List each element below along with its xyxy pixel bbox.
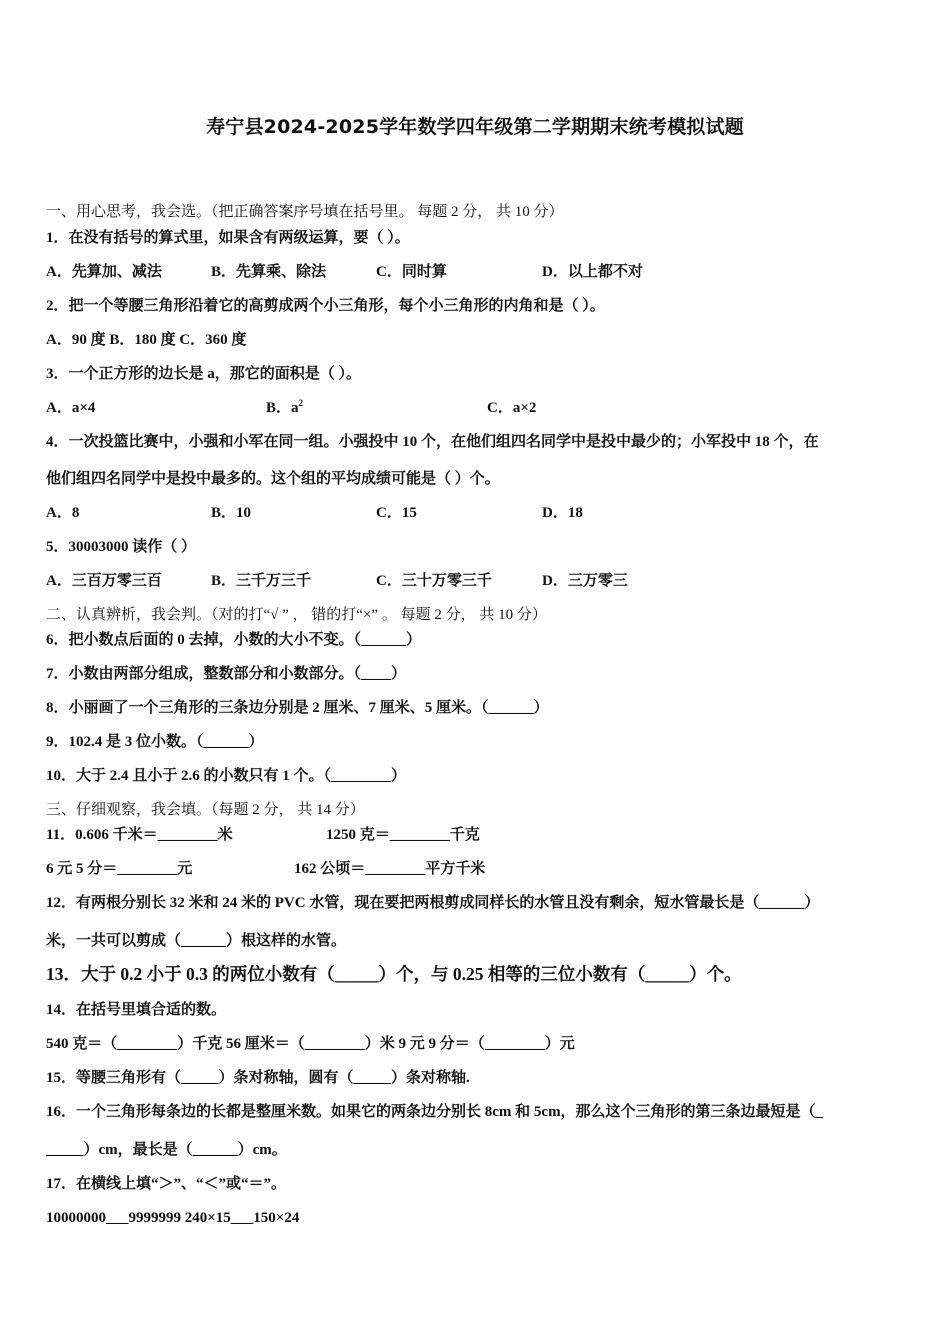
question-8: 8．小丽画了一个三角形的三条边分别是 2 厘米、7 厘米、5 厘米。（______） [46,700,549,716]
q11-item-d: 162 公顷＝________平方千米 [294,861,486,877]
question-1-stem: 1．在没有括号的算式里，如果含有两级运算，要（ ）。 [46,230,410,246]
q3-option-b-exponent: 2 [298,398,304,408]
question-10: 10．大于 2.4 且小于 2.6 的小数只有 1 个。（________） [46,768,407,784]
q3-option-c: C．a×2 [487,400,537,416]
q1-option-c: C．同时算 [376,264,447,280]
question-17-items: 10000000___9999999 240×15___150×24 [46,1210,300,1226]
q4-option-d: D．18 [542,505,583,521]
question-3-stem: 3．一个正方形的边长是 a，那它的面积是（ ）。 [46,366,362,382]
q4-option-b: B．10 [211,505,252,521]
question-2-stem: 2．把一个等腰三角形沿着它的高剪成两个小三角形，每个小三角形的内角和是（ ）。 [46,298,605,314]
question-12-line-2: 米，一共可以剪成（______）根这样的水管。 [46,933,347,949]
question-12-line-1: 12．有两根分别长 32 米和 24 米的 PVC 水管，现在要把两根剪成同样长的水管且没有剩余，短水管最长是（______） [46,895,820,911]
section-2-heading: 二、认真辨析，我会判。（对的打“√ ” ， 错的打“×” 。 每题 2 分， 共 10 分） [46,607,547,623]
q5-option-d: D．三万零三 [542,573,628,589]
q11-item-b: 1250 克＝________千克 [326,827,480,843]
question-7: 7．小数由两部分组成，整数部分和小数部分。（____） [46,666,407,682]
question-4-stem-line-1: 4．一次投篮比赛中，小强和小军在同一组。小强投中 10 个，在他们组四名同学中是投中最少的；小军投中 18 个，在 [46,434,819,450]
q1-option-a: A．先算加、减法 [46,264,162,280]
q5-option-c: C．三十万零三千 [376,573,492,589]
q5-option-b: B．三千万三千 [211,573,312,589]
q11-item-a: 11．0.606 千米＝________米 [46,827,233,843]
question-14-items: 540 克＝（________）千克 56 厘米＝（________）米 9 元 9 分＝（________）元 [46,1036,575,1052]
q4-option-a: A．8 [46,505,80,521]
question-16-line-2: _____）cm，最长是（______）cm。 [46,1142,287,1158]
q1-option-b: B．先算乘、除法 [211,264,327,280]
question-4-stem-line-2: 他们组四名同学中是投中最多的。这个组的平均成绩可能是（ ）个。 [46,471,500,487]
question-5-stem: 5．30003000 读作（ ） [46,539,197,555]
q11-item-c: 6 元 5 分＝________元 [46,861,193,877]
question-6: 6．把小数点后面的 0 去掉，小数的大小不变。（______） [46,632,422,648]
q1-option-d: D．以上都不对 [542,264,643,280]
question-16-line-1: 16．一个三角形每条边的长都是整厘米数。如果它的两条边分别长 8cm 和 5cm，那么这个三角形的第三条边最短是（_ [46,1104,824,1120]
page-title: 寿宁县2024-2025学年数学四年级第二学期期末统考模拟试题 [206,116,744,138]
question-14-stem: 14．在括号里填合适的数。 [46,1002,227,1018]
q5-option-a: A．三百万零三百 [46,573,162,589]
q3-option-b: B．$a^2$ [266,398,304,416]
q3-option-a: A．a×4 [46,400,96,416]
question-17-stem: 17．在横线上填“＞”、“＜”或“＝”。 [46,1176,287,1192]
section-3-heading: 三、仔细观察，我会填。（每题 2 分， 共 14 分） [46,802,365,818]
question-15: 15．等腰三角形有（_____）条对称轴，圆有（_____）条对称轴. [46,1070,470,1086]
question-9: 9．102.4 是 3 位小数。（______） [46,734,264,750]
question-13: 13．大于 0.2 小于 0.3 的两位小数有（_____）个，与 0.25 相等的三位小数有（_____）个。 [46,964,742,984]
section-1-heading: 一、用心思考，我会选。（把正确答案序号填在括号里。 每题 2 分， 共 10 分） [46,204,564,220]
q4-option-c: C．15 [376,505,417,521]
q2-options: A．90 度 B．180 度 C．360 度 [46,332,247,348]
